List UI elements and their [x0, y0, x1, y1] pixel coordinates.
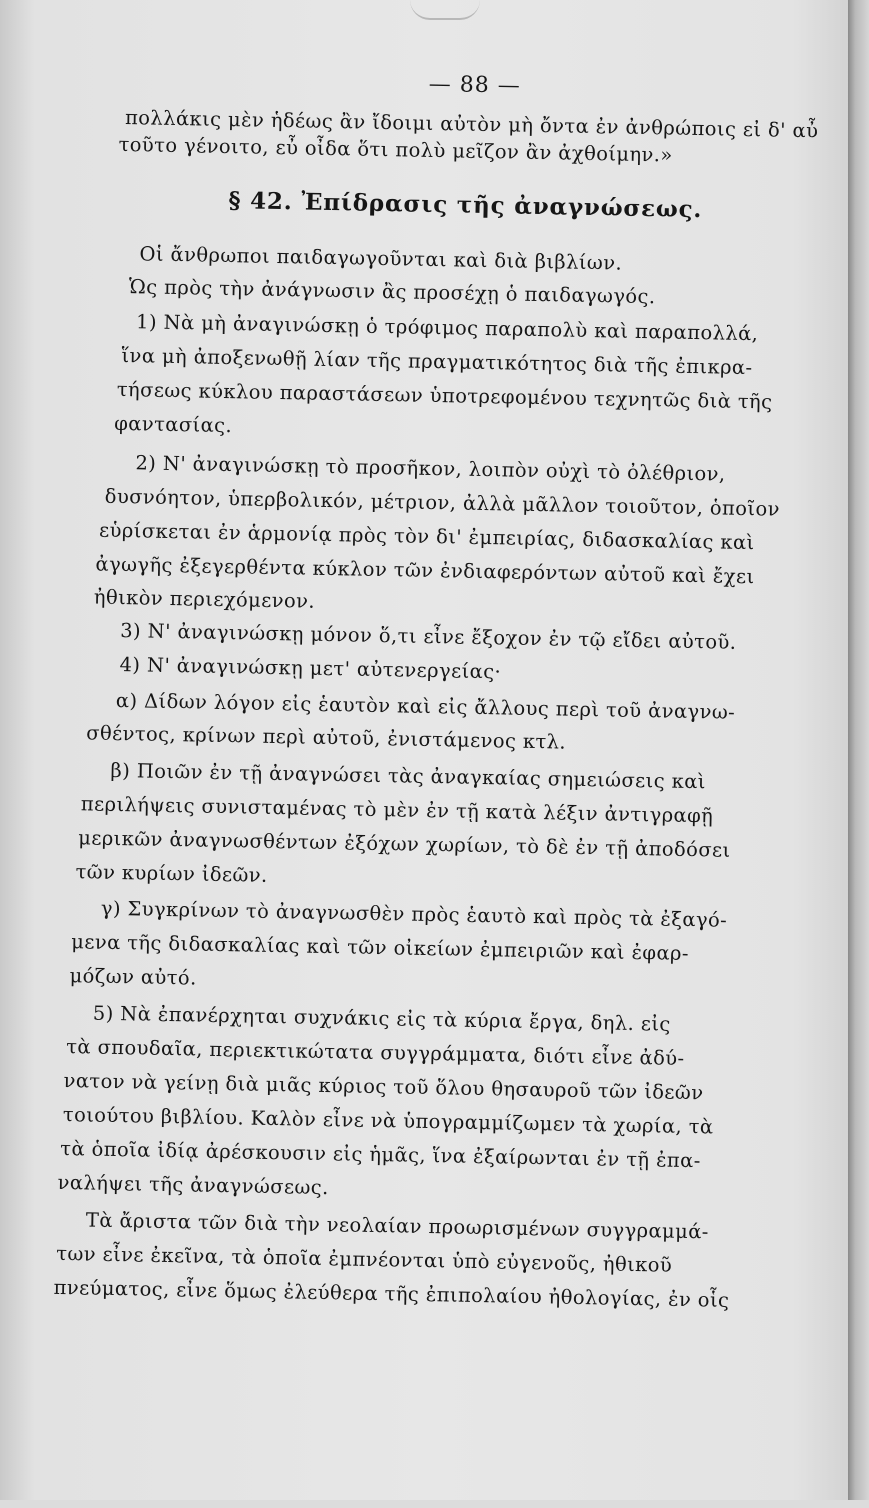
text-line: τῶν κυρίων ἰδεῶν.	[75, 860, 268, 887]
text-line: γ) Συγκρίνων τὸ ἀναγνωσθὲν πρὸς ἑαυτὸ καὶ πρὸς τὰ ἐξαγό-	[100, 896, 728, 932]
text-line: περιλήψεις συνισταμένας τὸ μὲν ἐν τῇ κατὰ λέξιν ἀντιγραφῇ	[80, 792, 714, 828]
text-line: φαντασίας.	[113, 411, 233, 438]
text-line: ἀγωγῆς ἐξεγερθέντα κύκλον τῶν ἐνδιαφερόντων αὐτοῦ καὶ ἔχει	[95, 552, 755, 589]
text-line: δυσνόητον, ὑπερβολικόν, μέτριον, ἀλλὰ μᾶλλον τοιοῦτον, ὁποῖον	[104, 484, 781, 521]
text-line: μόζων αὐτό.	[69, 964, 197, 990]
text-line: 2) Ν' ἀναγινώσκῃ τὸ προσῆκον, λοιπὸν οὐχὶ τὸ ὀλέθριον,	[135, 451, 726, 486]
text-line: τὰ σπουδαῖα, περιεκτικώτατα συγγράμματα, διότι εἶνε ἀδύ-	[66, 1035, 685, 1070]
section-heading: § 42. Ἐπίδρασις τῆς ἀναγνώσεως.	[228, 187, 703, 224]
text-line: των εἶνε ἐκεῖνα, τὰ ὁποῖα ἐμπνέονται ὑπὸ εὐγενοῦς, ἠθικοῦ	[56, 1241, 673, 1277]
text-line: τήσεως κύκλου παραστάσεων ὑποτρεφομένου τεχνητῶς διὰ τῆς	[116, 377, 773, 414]
text-line: μερικῶν ἀναγνωσθέντων ἐξόχων χωρίων, τὸ δὲ ἐν τῇ ἀποδόσει	[78, 826, 731, 862]
text-line: πνεύματος, εἶνε ὅμως ἐλεύθερα τῆς ἐπιπολαίου ἠθολογίας, ἐν οἷς	[53, 1275, 730, 1312]
text-line: ἵνα μὴ ἀποξενωθῇ λίαν τῆς πραγματικότητος διὰ τῆς ἐπικρα-	[121, 344, 753, 380]
text-line: 4) Ν' ἀναγινώσκῃ μετ' αὐτενεργείας·	[119, 653, 502, 684]
text-line: ναλήψει τῆς ἀναγνώσεως.	[57, 1170, 329, 1200]
text-line: β) Ποιῶν ἐν τῇ ἀναγνώσει τὰς ἀναγκαίας σημειώσεις καὶ	[110, 758, 707, 794]
page-number: — 88 —	[428, 71, 521, 99]
text-line: Οἱ ἄνθρωποι παιδαγωγοῦνται καὶ διὰ βιβλίων.	[139, 242, 623, 275]
text-line: Τὰ ἄριστα τῶν διὰ τὴν νεολαίαν προωρισμένων συγγραμμά-	[85, 1208, 709, 1244]
text-line: 3) Ν' ἀναγινώσκῃ μόνον ὅ,τι εἶνε ἔξοχον ἐν τῷ εἴδει αὐτοῦ.	[120, 619, 737, 654]
text-line: σθέντος, κρίνων περὶ αὐτοῦ, ἐνιστάμενος κτλ.	[86, 721, 567, 754]
text-line: 1) Νὰ μὴ ἀναγινώσκῃ ὁ τρόφιμος παραπολὺ καὶ παραπολλά,	[135, 310, 759, 346]
text-line: ἠθικὸν περιεχόμενον.	[93, 585, 316, 613]
text-line: τοῦτο γένοιτο, εὖ οἶδα ὅτι πολὺ μεῖζον ἂν ἀχθοίμην.»	[118, 132, 673, 167]
text-line: μενα τῆς διδασκαλίας καὶ τῶν οἰκείων ἐμπειριῶν καὶ ἐφαρ-	[71, 930, 690, 966]
text-line: α) Δίδων λόγον εἰς ἑαυτὸν καὶ εἰς ἄλλους περὶ τοῦ ἀναγνω-	[115, 688, 736, 724]
text-line: τοιούτου βιβλίου. Καλὸν εἶνε νὰ ὑπογραμμίζωμεν τὰ χωρία, τὰ	[62, 1103, 714, 1139]
text-line: εὑρίσκεται ἐν ἁρμονίᾳ πρὸς τὸν δι' ἐμπειρίας, διδασκαλίας καὶ	[98, 518, 755, 555]
text-line: Ὡς πρὸς τὴν ἀνάγνωσιν ἂς προσέχῃ ὁ παιδαγωγός.	[128, 275, 656, 309]
text-line: 5) Νὰ ἐπανέρχηται συχνάκις εἰς τὰ κύρια ἔργα, δηλ. εἰς	[92, 1001, 671, 1036]
text-line: πολλάκις μὲν ἡδέως ἂν ἴδοιμι αὐτὸν μὴ ὄντα ἐν ἀνθρώποις εἰ δ' αὖ	[124, 106, 819, 143]
text-line: τὰ ὁποῖα ἰδίᾳ ἀρέσκουσιν εἰς ἡμᾶς, ἵνα ἐξαίρωνται ἐν τῇ ἐπα-	[60, 1136, 701, 1173]
text-line: νατον νὰ γείνῃ διὰ μιᾶς κύριος τοῦ ὅλου θησαυροῦ τῶν ἰδεῶν	[63, 1069, 704, 1105]
